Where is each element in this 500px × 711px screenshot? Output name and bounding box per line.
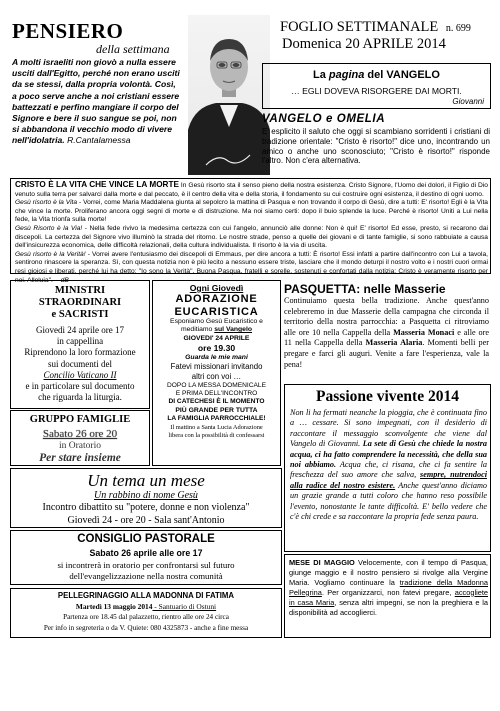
omelia-box (262, 113, 491, 175)
pasquetta-b1: Masseria Monaci (393, 327, 455, 337)
passione-b1: La sete di Gesù che chiede la nostra acqua, ci ha fatto comprendere la necessità, che della sua noi abbiamo. (290, 439, 487, 470)
masthead-title (280, 19, 471, 36)
pasquetta-text (284, 296, 489, 370)
cristo-p3: - Nella fede rivivo la medesima certezza con cui l'angelo, annunciò alle donne: Non è qui! E' risorto! Ed esse, presto, si recarono dai discepoli. La certezza del Signore vivo illuminò la strada del ritorno. Le nostre strade, penso a quelle dei giovani e di tante famiglie, si sono rabbuiate a causa dell'insicurezza economica, delle difficoltà relazionali, della cultura individualista. Il risorto è la via di uscita. (15, 224, 488, 250)
adorazione-line-9: E PRIMA DELL'INCONTRO (175, 389, 258, 397)
passione-box (284, 384, 491, 552)
tema-title: Un tema un mese (87, 471, 205, 490)
gruppo-where: in Oratorio (59, 441, 101, 451)
pasquetta-title: PASQUETTA: nelle Masserie (284, 282, 446, 296)
adorazione-title-1: ADORAZIONE (175, 293, 258, 305)
pellegrinaggio-date: Martedì 13 maggio 2014 (75, 602, 153, 611)
pellegrinaggio-place: - Santuario di Ostuni (152, 602, 217, 611)
vangelo-title-post: del VANGELO (364, 69, 440, 81)
passione-p3: Anche quest'anno diciamo un grazie grande a tutti coloro che hanno reso possibile l'evento, nonostante le tante difficoltà. E' bello vedere che c'è chi crede e sa raccontare la propria fede senza paura. (290, 480, 487, 522)
cristo-p3-head: Gesù Risorto è la Via! (15, 224, 83, 232)
adorazione-line-7: altri con voi … (191, 371, 242, 381)
ministri-box (10, 280, 150, 409)
tema-sub: Un rabbino di nome Gesù (94, 490, 198, 501)
adorazione-line-2a: meditiamo (180, 326, 215, 334)
ministri-body (11, 325, 149, 403)
ministri-line-5: Concilio Vaticano II (43, 369, 117, 380)
vangelo-box (262, 63, 491, 109)
vangelo-title-pre: La (313, 69, 329, 81)
passione-title: Passione vivente 2014 (316, 388, 459, 405)
ministri-line-4: sui documenti del (48, 358, 112, 369)
adorazione-content (153, 283, 280, 440)
adorazione-line-4: ore 19.30 (197, 343, 236, 354)
cristo-p1: In Gesù risorto sta il senso pieno della nostra esistenza. Cristo Signore, l'Uomo dei dolori, il Figlio di Dio venuto sulla terra per salvarci dalla morte e dal peccato, è il centro della vita e della storia, il fondamento su cui costruire ogni esistenza, il destino di ogni uomo. (15, 182, 488, 198)
cristo-signature: dB (60, 276, 69, 284)
pensiero-subtitle: della settimana (96, 42, 170, 56)
ministri-line-2: in cappellina (56, 336, 104, 347)
consiglio-line-3: dell'evangelizzazione nella nostra comunità (69, 571, 223, 581)
ministri-line-7: che riguarda la liturgia. (38, 392, 122, 403)
maggio-text (289, 558, 488, 617)
pellegrinaggio-line-3: Per info in segreteria o da V. Quiete: 080 4325873 - anche a fine messa (43, 624, 249, 632)
cristo-p4-head: Gesù risorto è la Verità! (15, 250, 86, 258)
cristo-box (10, 178, 491, 284)
omelia-title: VANGELO e OMELIA (262, 113, 386, 125)
cristo-title: CRISTO È LA VITA CHE VINCE LA MORTE (15, 180, 179, 189)
cristo-p2-head: Gesù risorto è la Vita (15, 199, 78, 207)
passione-p1: Non li ha fermati neanche la pioggia, che è continuata fino a … cessare. Si sono impegnati, con il desiderio di raccontare il messaggio sconvolgente che viene dal Vangelo di Giovanni. (290, 408, 487, 449)
adorazione-line-10: DI CATECHESI È IL MOMENTO (168, 398, 265, 406)
gruppo-box (10, 410, 150, 466)
consiglio-box (10, 530, 282, 585)
pensiero-author: R.Cantalamessa (67, 135, 131, 146)
consiglio-line-2: si incontrerà in oratorio per confrontarsi sul futuro (57, 560, 235, 570)
ministri-line-1: Giovedì 24 aprile ore 17 (36, 325, 124, 335)
vangelo-title-em: pagina (328, 69, 365, 81)
pensiero-box (10, 15, 190, 187)
adorazione-line-3: GIOVEDI' 24 APRILE (183, 334, 250, 342)
maggio-u1: tradizione della Madonna Pellegrina (289, 577, 488, 597)
passione-text (290, 408, 487, 522)
adorazione-line-5: Guarda le mie mani (185, 353, 248, 361)
gruppo-date: Sabato 26 ore 20 (42, 428, 118, 440)
maggio-p2: . Per organizzarci, non fatevi pregare, (321, 587, 455, 597)
pasquetta-p3: . Momenti belli per pregare e farci gli auguri. Venite a fare l'esperienza, vale la pena! (284, 338, 489, 369)
ministri-title (11, 285, 149, 321)
maggio-p1: Velocemente, con il tempo di Pasqua, giunge maggio e il nostro pensiero si rivolge alla Vergine Maria. Vogliamo continuare la (289, 558, 488, 587)
adorazione-line-11: PIÙ GRANDE PER TUTTA (175, 406, 258, 414)
passione-p2: Acqua che, ci risana, che ci fa sentire la freschezza del suo amore che salva, (290, 460, 487, 480)
pellegrinaggio-title: PELLEGRINAGGIO ALLA MADONNA DI FATIMA (57, 591, 235, 600)
issue-number: n. 699 (445, 23, 471, 34)
adorazione-title-2: EUCARISTICA (174, 305, 259, 318)
adorazione-line-6: Fatevi missionari invitando (170, 362, 263, 372)
consiglio-title: CONSIGLIO PASTORALE (77, 533, 215, 545)
pasquetta-b2: Masseria Alaria (365, 338, 423, 348)
gruppo-motto: Per stare insieme (39, 452, 121, 464)
gruppo-title: GRUPPO FAMIGLIE (29, 414, 131, 425)
cristo-p4: - Vorrei avere l'entusiasmo dei discepoli di Emmaus, per dire ancora a tutti: È risorto! Essi infatti a partire dall'incontro con Lui a tavola, sentirono rinascere la speranza. Sì, con questa notizia non è più lecito a nessuno essere triste, lasciare che il mondo deturpi il nostro volto e i nostri cuori ormai resi gioiosi e liberati, perché lui ha detto: "Io sono la Verità". Buona Pasqua, fratelli e sorelle, sostenuti e confortati dalla notizia: Cristo è veramente risorto per noi. Alleluia". (15, 250, 489, 284)
ministri-title-3: e SACRISTI (51, 309, 109, 320)
adorazione-line-12: LA FAMIGLIA PARROCCHIALE! (167, 415, 266, 423)
pellegrinaggio-line-1 (11, 602, 281, 611)
vangelo-title (263, 69, 490, 81)
tema-line-1: Incontro dibattito su "potere, donne e non violenza" (42, 502, 250, 513)
passione-b2: sempre, nutrendoci alla radice del nostro esistere. (290, 470, 487, 490)
vangelo-line: … EGLI DOVEVA RISORGERE DAI MORTI. (291, 86, 462, 96)
masthead-box (270, 15, 491, 59)
adorazione-line-13: Il mattino a Santa Lucia Adorazione (170, 423, 263, 431)
pensiero-quote: A molti israeliti non giovò a nulla essere usciti dall'Egitto, perché non erano usciti da se stessi, dalla propria volontà. Così, a poco serve anche a noi cristiani essere battezzati e perfino mangiare il corpo del Signore e bere il suo sangue se poi, non si abbandona il vecchio modo di vivere nell'idolatria. (12, 57, 180, 146)
omelia-text: E' esplicito il saluto che oggi si scambiano sorridenti i cristiani di tradizione orientale: "Cristo è risorto!" dice uno, incontrando un amico o anche uno sconosciuto; "Cristo è risorto!" risponde l'altro. Non c'era alternativa. (262, 127, 490, 166)
adorazione-head: Ogni Giovedì (189, 283, 244, 293)
ministri-title-2: STRAORDINARI (38, 297, 122, 308)
cristo-text (15, 181, 488, 285)
pensiero-text (12, 57, 182, 147)
pasquetta-box (284, 280, 491, 382)
adorazione-box (152, 280, 281, 466)
pasquetta-p1: Continuiamo questa bella tradizione. Anche quest'anno celebreremo in due Masserie della campagna che circonda il territorio della nostra parrocchia: a Pasquetta ci ritroviamo alle ore 10 nella Cappella della (284, 296, 489, 337)
maggio-title: MESE DI MAGGIO (289, 558, 355, 567)
adorazione-line-2b: sul Vangelo (214, 326, 253, 334)
issue-date: Domenica 20 APRILE 2014 (282, 36, 446, 52)
maggio-p3: , senza altri impegni, se non la preghiera e la disponibilità ad accoglierci. (289, 597, 489, 617)
portrait-image (188, 15, 270, 175)
pellegrinaggio-box (10, 588, 282, 638)
portrait-photo (188, 15, 270, 175)
tema-line-2: Giovedì 24 - ore 20 - Sala sant'Antonio (67, 515, 225, 526)
cristo-p2: - Vorrei, come Maria Maddalena giunta al sepolcro la mattina di Pasqua e non trovando il corpo di Gesù, dire a tutti: E' risorto! Egli è la Vita che vince la morte. Proliferano ancora oggi segni di morte e di distruzione. Ma noi siamo certi: dopo il buio splende la luce. Perché è risorto! Uniti a Lui nella fede, la Vita trionfa sulla morte! (15, 199, 488, 224)
pensiero-title: PENSIERO (12, 19, 124, 43)
pellegrinaggio-line-2: Partenza ore 18.45 dal palazzetto, rientro alle ore 24 circa (63, 613, 229, 621)
consiglio-line-1: Sabato 26 aprile alle ore 17 (89, 548, 203, 558)
ministri-line-6: e in particolare sul documento (25, 381, 135, 392)
masthead-name: FOGLIO SETTIMANALE (280, 19, 439, 35)
adorazione-line-8: DOPO LA MESSA DOMENICALE (167, 381, 266, 389)
vangelo-author: Giovanni (452, 97, 484, 106)
adorazione-line-1: Esponiamo Gesù Eucaristico e (170, 318, 263, 325)
maggio-u2: accogliete in casa Maria (289, 587, 488, 607)
maggio-box (284, 554, 491, 638)
pasquetta-p2: e alle ore 11 nella Cappella della (284, 327, 490, 348)
ministri-title-1: MINISTRI (54, 285, 106, 296)
tema-box (10, 468, 282, 528)
adorazione-line-2 (153, 326, 280, 334)
adorazione-line-14: libera con la possibilità di confessarsi (168, 431, 265, 439)
ministri-line-3: Riprendono la loro formazione (24, 347, 136, 358)
